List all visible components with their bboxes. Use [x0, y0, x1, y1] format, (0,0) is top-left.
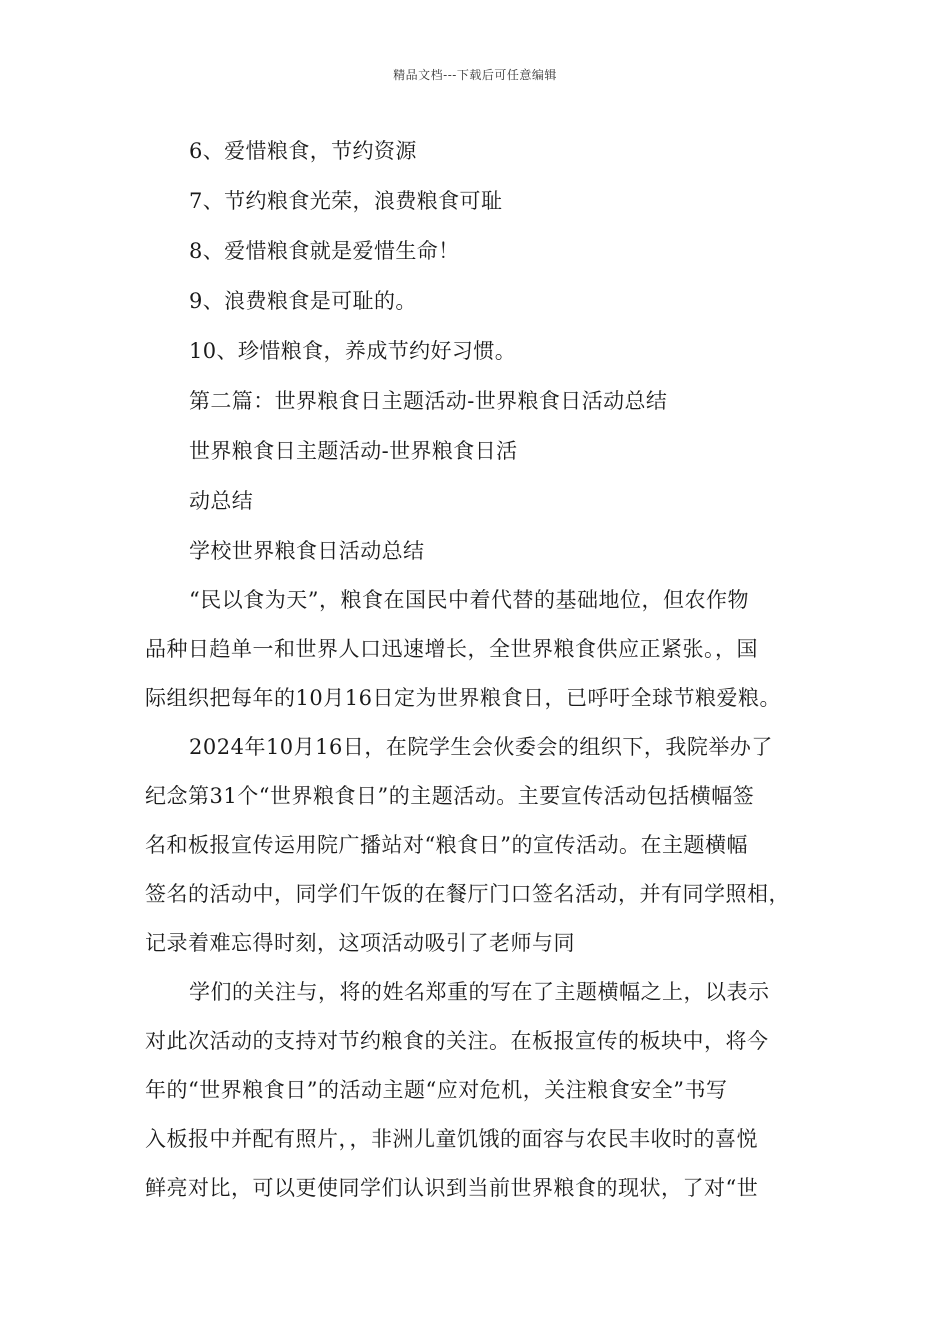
- document-body: [145, 126, 820, 1213]
- paragraph-line: 记录着难忘得时刻，这项活动吸引了老师与同: [145, 931, 575, 955]
- document-title: 学校世界粮食日活动总结: [189, 539, 425, 563]
- paragraph-line: 入板报中并配有照片，，非洲儿童饥饿的面容与农民丰收时的喜悦: [145, 1127, 758, 1151]
- list-item: 9、浪费粮食是可耻的。: [189, 289, 417, 313]
- section-subtitle-line1: 世界粮食日主题活动-世界粮食日活: [189, 439, 518, 463]
- paragraph-line: 际组织把每年的10月16日定为世界粮食日，已呼吁全球节粮爱粮。: [145, 686, 781, 710]
- list-item: 10、珍惜粮食，养成节约好习惯。: [189, 339, 517, 363]
- paragraph-1: [145, 576, 820, 723]
- list-item: 8、爱惜粮食就是爱惜生命！: [189, 239, 460, 263]
- paragraph-line: 签名的活动中，同学们午饭的在餐厅门口签名活动，并有同学照相，: [145, 882, 790, 906]
- page-header: 精品文档---下载后可任意编辑: [393, 68, 557, 82]
- paragraph-line: 学们的关注与，将的姓名郑重的写在了主题横幅之上，以表示: [189, 980, 770, 1004]
- list-item: 6、爱惜粮食，节约资源: [189, 139, 417, 163]
- paragraph-line: 名和板报宣传运用院广播站对“粮食日”的宣传活动。在主题横幅: [145, 833, 748, 857]
- paragraph-line: 2024年10月16日，在院学生会伙委会的组织下，我院举办了: [189, 735, 773, 759]
- paragraph-line: 年的“世界粮食日”的活动主题“应对危机，关注粮食安全”书写: [145, 1078, 728, 1102]
- section-heading: 第二篇：世界粮食日主题活动-世界粮食日活动总结: [189, 389, 668, 413]
- paragraph-line: “民以食为天”，粮食在国民中着代替的基础地位，但农作物: [189, 588, 749, 612]
- paragraph-3: [145, 968, 820, 1213]
- paragraph-2: [145, 723, 820, 968]
- paragraph-line: 对此次活动的支持对节约粮食的关注。在板报宣传的板块中，将今: [145, 1029, 769, 1053]
- paragraph-line: 品种日趋单一和世界人口迅速增长，全世界粮食供应正紧张。，国: [145, 637, 758, 661]
- list-item: 7、节约粮食光荣，浪费粮食可耻: [189, 189, 503, 213]
- paragraph-line: 纪念第31个“世界粮食日”的主题活动。主要宣传活动包括横幅签: [145, 784, 755, 808]
- paragraph-line: 鲜亮对比，可以更使同学们认识到当前世界粮食的现状，了对“世: [145, 1176, 759, 1200]
- section-subtitle-line2: 动总结: [189, 489, 254, 513]
